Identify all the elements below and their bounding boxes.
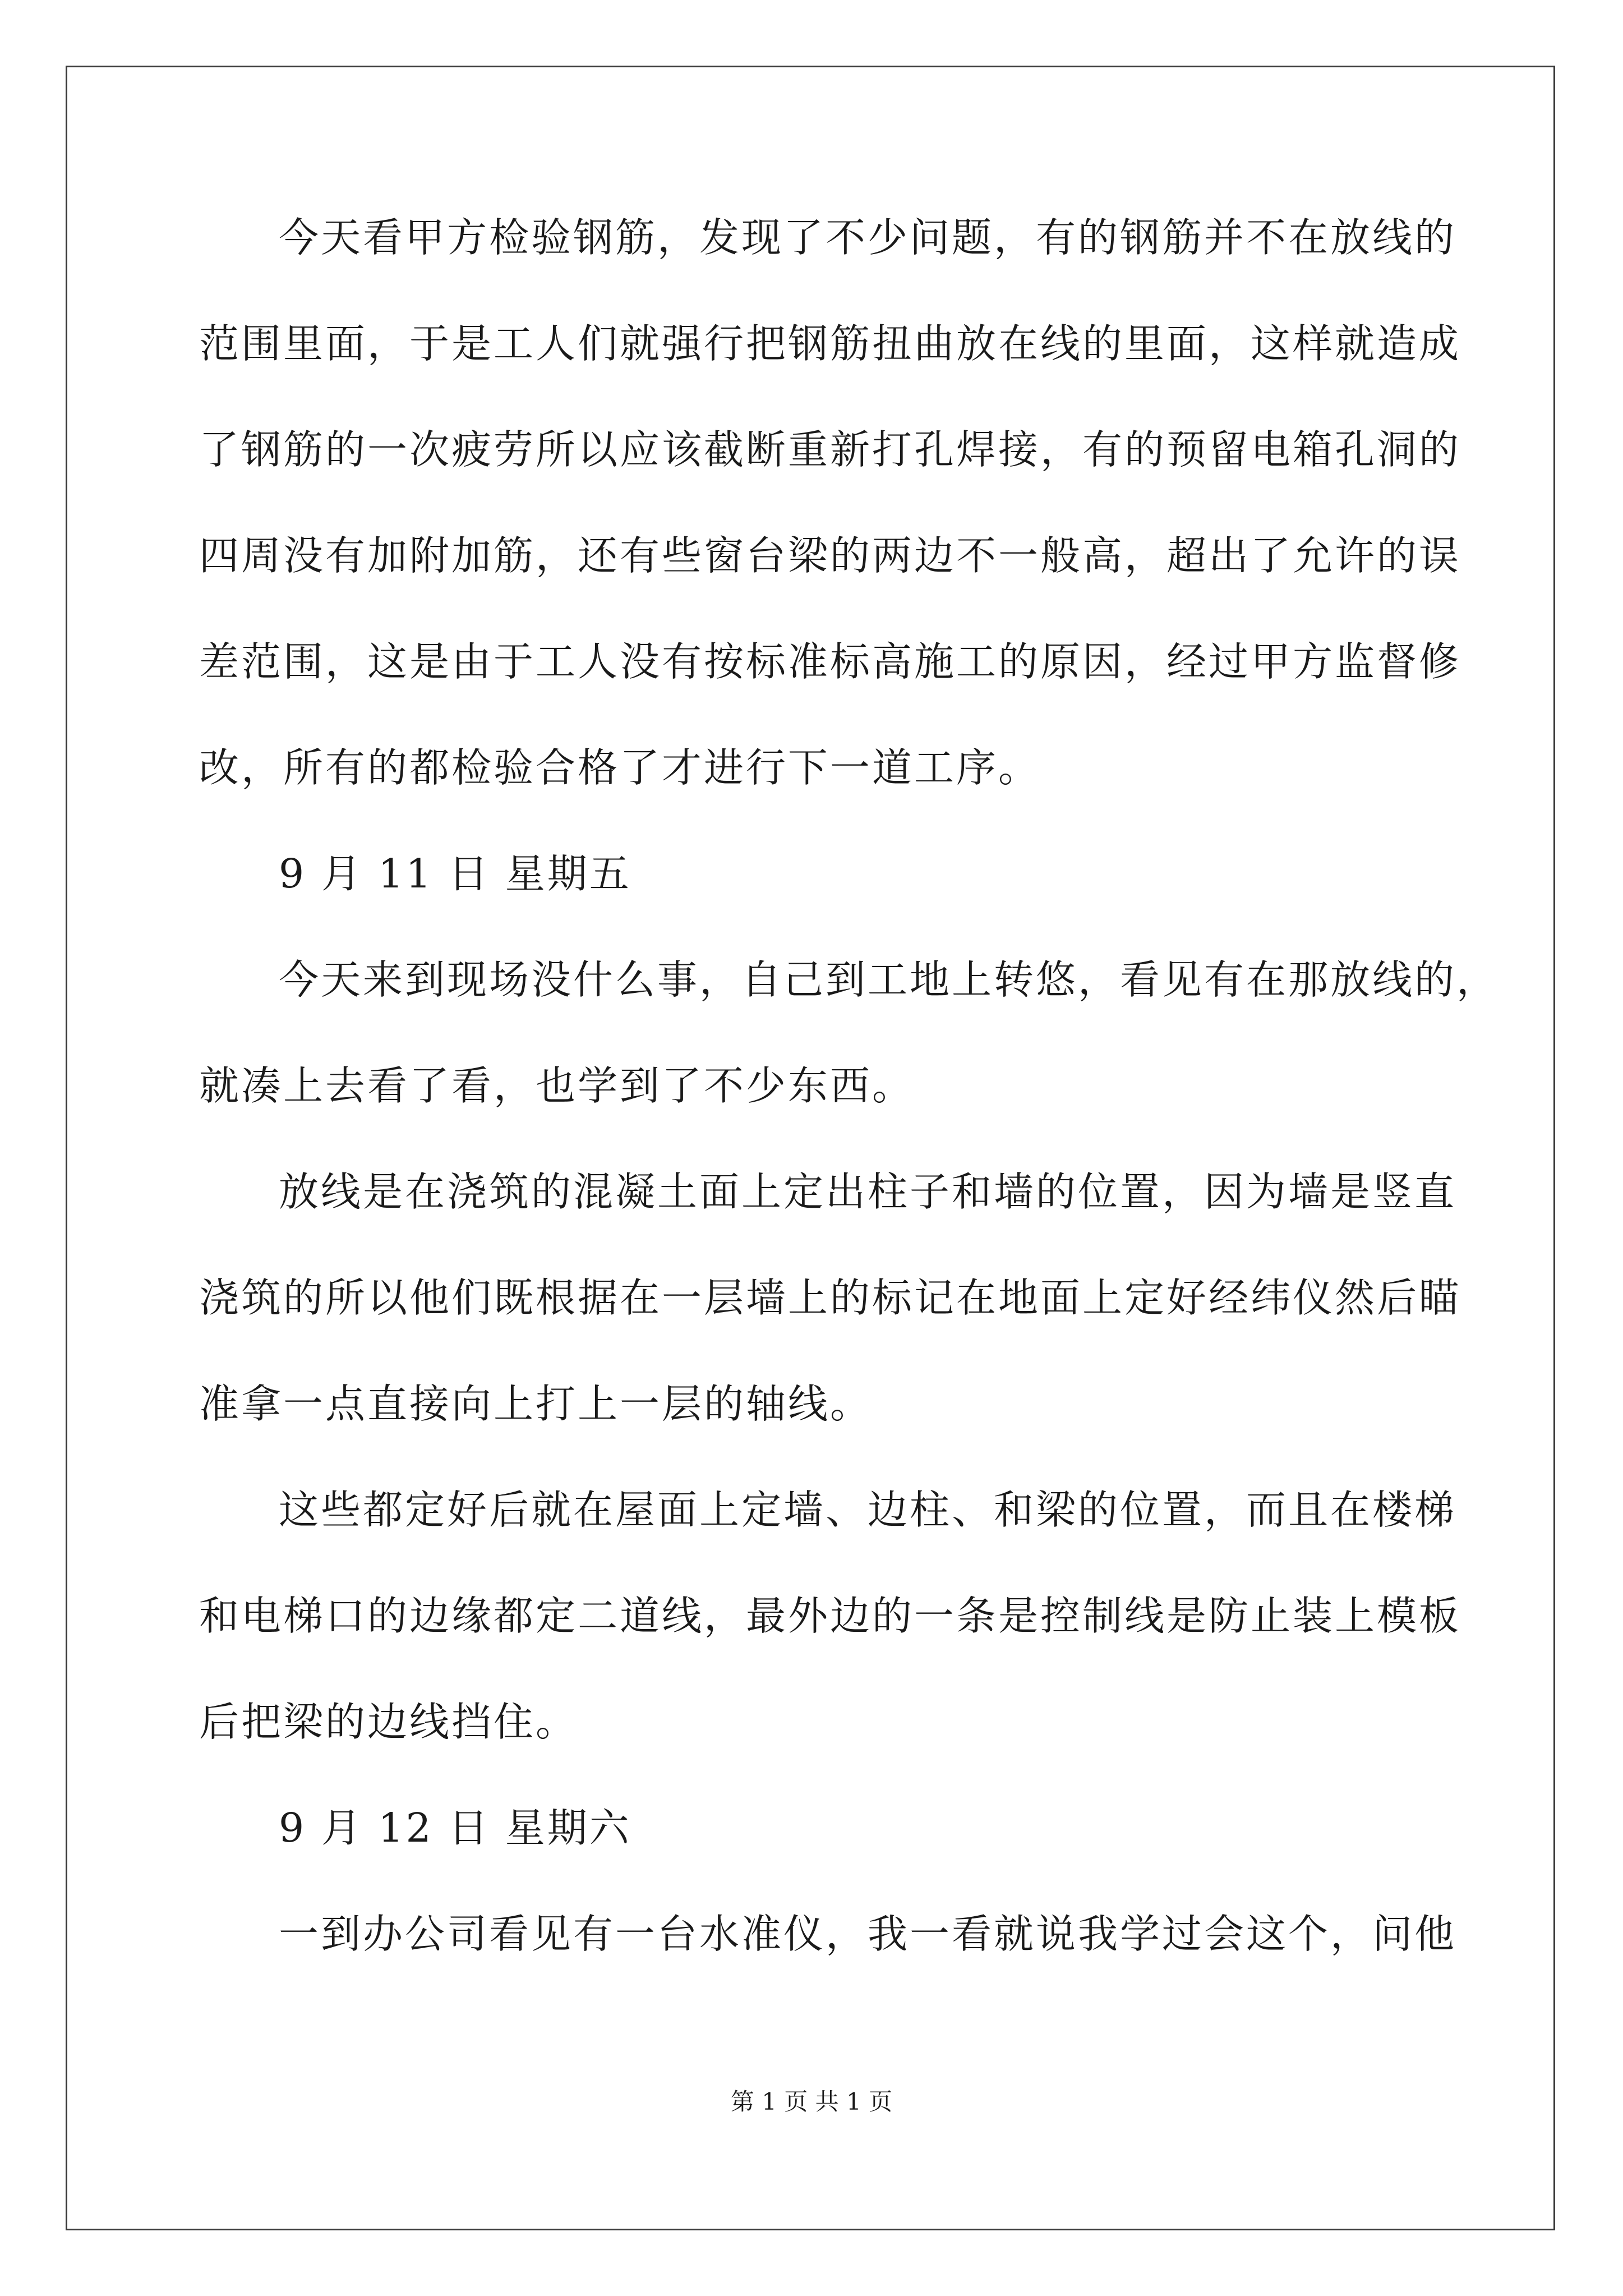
page-footer: 第 1 页 共 1 页 [730, 2088, 893, 2115]
paragraph-line: 今天看甲方检验钢筋，发现了不少问题，有的钢筋并不在放线的 [279, 214, 1457, 261]
paragraph-line: 浇筑的所以他们既根据在一层墙上的标记在地面上定好经纬仪然后瞄 [199, 1274, 1461, 1321]
paragraph-line: 一到办公司看见有一台水准仪，我一看就说我学过会这个，问他 [279, 1911, 1457, 1957]
paragraph-line: 和电梯口的边缘都定二道线，最外边的一条是控制线是防止装上模板 [199, 1593, 1461, 1639]
paragraph-line: 了钢筋的一次疲劳所以应该截断重新打孔焊接，有的预留电箱孔洞的 [199, 426, 1461, 473]
document-body [199, 214, 1499, 2020]
date-heading: 9 月 11 日 星期五 [279, 850, 631, 897]
paragraph-line: 今天来到现场没什么事，自己到工地上转悠，看见有在那放线的， [279, 956, 1499, 1003]
paragraph-line: 四周没有加附加筋，还有些窗台梁的两边不一般高，超出了允许的误 [199, 532, 1461, 579]
paragraph-line: 放线是在浇筑的混凝土面上定出柱子和墙的位置，因为墙是竖直 [279, 1168, 1457, 1215]
paragraph-line: 准拿一点直接向上打上一层的轴线。 [199, 1381, 873, 1427]
paragraph-line: 范围里面，于是工人们就强行把钢筋扭曲放在线的里面，这样就造成 [199, 320, 1461, 367]
paragraph-line: 这些都定好后就在屋面上定墙、边柱、和梁的位置，而且在楼梯 [279, 1487, 1457, 1533]
date-heading: 9 月 12 日 星期六 [279, 1805, 631, 1851]
paragraph-line: 改，所有的都检验合格了才进行下一道工序。 [199, 744, 1041, 791]
paragraph-line: 后把梁的边线挡住。 [199, 1699, 578, 1745]
paragraph-line: 差范围，这是由于工人没有按标准标高施工的原因，经过甲方监督修 [199, 638, 1461, 685]
paragraph-line: 就凑上去看了看，也学到了不少东西。 [199, 1062, 915, 1109]
